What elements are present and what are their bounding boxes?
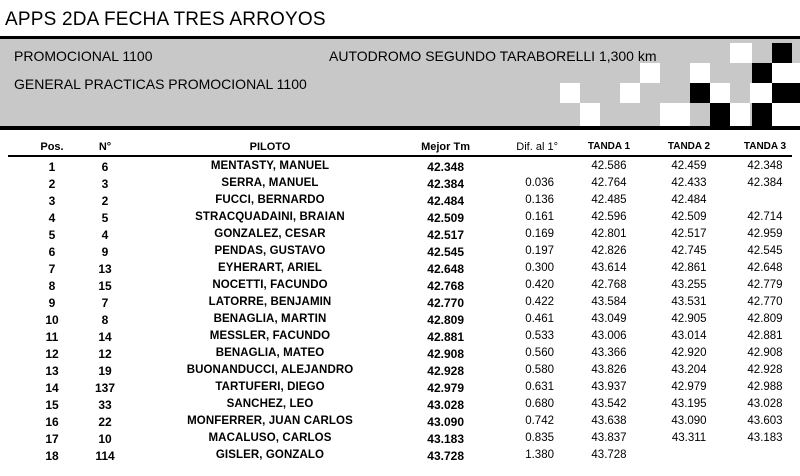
row-position: 17	[45, 432, 59, 446]
row-tanda-2: 42.459	[671, 160, 707, 172]
row-car-number: 9	[101, 245, 109, 259]
row-tanda-2: 43.195	[671, 398, 707, 410]
row-tanda-1: 43.006	[591, 330, 627, 342]
row-best-time: 42.348	[427, 160, 464, 174]
row-tanda-1: 42.586	[591, 160, 627, 172]
row-tanda-3: 42.648	[747, 262, 783, 274]
row-best-time: 42.928	[427, 364, 464, 378]
row-pilot-name: BUONANDUCCI, ALEJANDRO	[186, 364, 354, 376]
session-label: GENERAL PRACTICAS PROMOCIONAL 1100	[14, 76, 307, 92]
row-tanda-3: 42.809	[747, 313, 783, 325]
row-tanda-3: 42.928	[747, 364, 783, 376]
column-header-number: N°	[98, 141, 112, 153]
row-pilot-name: SANCHEZ, LEO	[226, 398, 314, 410]
row-tanda-1: 43.638	[591, 415, 627, 427]
row-position: 1	[48, 160, 56, 174]
row-gap: 0.835	[525, 432, 554, 444]
table-row	[0, 194, 800, 211]
row-gap: 0.742	[525, 415, 554, 427]
row-tanda-2: 42.509	[671, 211, 707, 223]
row-tanda-3: 43.603	[747, 415, 783, 427]
row-best-time: 42.384	[427, 177, 464, 191]
row-pilot-name: BENAGLIA, MARTIN	[213, 313, 327, 325]
row-pilot-name: PENDAS, GUSTAVO	[214, 245, 326, 257]
column-header-tanda-1: TANDA 1	[587, 141, 631, 152]
table-row	[0, 347, 800, 364]
page-title: APPS 2DA FECHA TRES ARROYOS	[5, 9, 326, 30]
table-row	[0, 160, 800, 177]
venue-label: AUTODROMO SEGUNDO TARABORELLI 1,300 km	[329, 48, 657, 64]
row-tanda-1: 43.728	[591, 449, 627, 461]
row-tanda-1: 43.584	[591, 296, 627, 308]
row-tanda-2: 42.979	[671, 381, 707, 393]
row-position: 18	[45, 449, 59, 463]
row-position: 7	[48, 262, 56, 276]
row-tanda-1: 42.801	[591, 228, 627, 240]
row-tanda-2: 43.255	[671, 279, 707, 291]
table-row	[0, 449, 800, 466]
header-divider	[8, 155, 792, 157]
row-pilot-name: NOCETTI, FACUNDO	[212, 279, 328, 291]
row-best-time: 42.484	[427, 194, 464, 208]
row-tanda-3: 43.028	[747, 398, 783, 410]
row-tanda-1: 43.937	[591, 381, 627, 393]
row-car-number: 114	[95, 449, 115, 463]
row-car-number: 137	[94, 381, 116, 395]
row-pilot-name: STRACQUADAINI, BRAIAN	[195, 211, 345, 223]
table-row	[0, 415, 800, 432]
row-car-number: 6	[101, 160, 109, 174]
row-tanda-1: 43.826	[591, 364, 627, 376]
row-position: 10	[45, 313, 59, 327]
row-car-number: 33	[98, 398, 112, 412]
row-tanda-2: 42.920	[671, 347, 707, 359]
row-position: 16	[45, 415, 59, 429]
row-pilot-name: TARTUFERI, DIEGO	[215, 381, 325, 393]
row-tanda-1: 43.366	[591, 347, 627, 359]
row-position: 3	[48, 194, 56, 208]
row-gap: 0.422	[525, 296, 554, 308]
row-best-time: 42.809	[427, 313, 464, 327]
row-tanda-2: 43.311	[671, 432, 707, 444]
row-tanda-3: 42.959	[747, 228, 783, 240]
row-tanda-2: 42.433	[671, 177, 707, 189]
row-position: 5	[48, 228, 56, 242]
row-tanda-2: 43.090	[671, 415, 707, 427]
row-pilot-name: MENTASTY, MANUEL	[210, 160, 330, 172]
row-tanda-1: 43.614	[591, 262, 627, 274]
row-best-time: 43.728	[427, 449, 464, 463]
row-car-number: 10	[98, 432, 112, 446]
event-header	[0, 39, 800, 130]
row-position: 9	[48, 296, 56, 310]
row-best-time: 42.979	[427, 381, 464, 395]
row-best-time: 43.183	[427, 432, 464, 446]
row-tanda-3: 42.779	[747, 279, 783, 291]
row-car-number: 15	[98, 279, 112, 293]
row-tanda-2: 42.517	[671, 228, 707, 240]
row-best-time: 43.028	[427, 398, 464, 412]
category-label: PROMOCIONAL 1100	[14, 48, 153, 64]
table-row	[0, 228, 800, 245]
row-car-number: 12	[98, 347, 112, 361]
row-car-number: 8	[101, 313, 109, 327]
row-position: 8	[48, 279, 56, 293]
row-tanda-1: 42.596	[591, 211, 627, 223]
row-car-number: 5	[101, 211, 109, 225]
table-row	[0, 245, 800, 262]
row-pilot-name: MACALUSO, CARLOS	[208, 432, 332, 444]
row-tanda-2: 43.531	[671, 296, 707, 308]
row-car-number: 14	[98, 330, 112, 344]
row-position: 4	[48, 211, 56, 225]
table-row	[0, 381, 800, 398]
row-tanda-2: 42.745	[671, 245, 707, 257]
table-row	[0, 279, 800, 296]
row-pilot-name: GISLER, GONZALO	[215, 449, 325, 461]
row-position: 14	[45, 381, 59, 395]
row-tanda-2: 42.905	[671, 313, 707, 325]
row-gap: 0.680	[525, 398, 554, 410]
row-car-number: 22	[98, 415, 112, 429]
row-best-time: 42.768	[427, 279, 464, 293]
row-tanda-1: 43.542	[591, 398, 627, 410]
table-row	[0, 432, 800, 449]
row-best-time: 42.517	[427, 228, 464, 242]
row-tanda-3: 42.714	[747, 211, 783, 223]
row-tanda-1: 43.049	[591, 313, 627, 325]
row-position: 12	[45, 347, 59, 361]
title-bar	[0, 0, 800, 39]
row-gap: 0.420	[525, 279, 554, 291]
row-gap: 1.380	[525, 449, 554, 461]
row-tanda-1: 42.768	[591, 279, 627, 291]
row-tanda-3: 42.770	[747, 296, 783, 308]
row-pilot-name: MESSLER, FACUNDO	[209, 330, 331, 342]
row-pilot-name: EYHERART, ARIEL	[218, 262, 322, 274]
row-pilot-name: BENAGLIA, MATEO	[215, 347, 325, 359]
row-best-time: 42.648	[427, 262, 464, 276]
row-tanda-3: 42.348	[747, 160, 783, 172]
row-car-number: 3	[101, 177, 109, 191]
row-car-number: 2	[101, 194, 109, 208]
row-tanda-1: 42.764	[591, 177, 627, 189]
row-gap: 0.560	[525, 347, 554, 359]
row-tanda-3: 42.545	[747, 245, 783, 257]
row-tanda-3: 42.908	[747, 347, 783, 359]
column-header-pilot: PILOTO	[249, 141, 291, 153]
row-gap: 0.197	[525, 245, 554, 257]
column-header-best-time: Mejor Tm	[421, 141, 470, 153]
row-best-time: 42.770	[427, 296, 464, 310]
table-row	[0, 398, 800, 415]
column-header-tanda-3: TANDA 3	[743, 141, 787, 152]
table-row	[0, 177, 800, 194]
row-tanda-2: 42.861	[671, 262, 707, 274]
row-pilot-name: FUCCI, BERNARDO	[215, 194, 325, 206]
row-pilot-name: SERRA, MANUEL	[221, 177, 319, 189]
row-tanda-1: 42.826	[591, 245, 627, 257]
row-tanda-3: 42.384	[747, 177, 783, 189]
row-best-time: 42.908	[427, 347, 464, 361]
row-car-number: 13	[98, 262, 112, 276]
row-pilot-name: GONZALEZ, CESAR	[214, 228, 326, 240]
row-tanda-2: 43.014	[671, 330, 707, 342]
column-header-gap: Dif. al 1°	[516, 141, 558, 153]
table-row	[0, 296, 800, 313]
row-gap: 0.036	[525, 177, 554, 189]
row-position: 11	[45, 330, 59, 344]
row-tanda-1: 43.837	[591, 432, 627, 444]
row-gap: 0.300	[525, 262, 554, 274]
row-car-number: 7	[101, 296, 109, 310]
table-row	[0, 364, 800, 381]
row-best-time: 42.545	[427, 245, 464, 259]
row-best-time: 43.090	[427, 415, 464, 429]
row-tanda-1: 42.485	[591, 194, 627, 206]
row-gap: 0.136	[525, 194, 554, 206]
row-gap: 0.169	[525, 228, 554, 240]
row-tanda-3: 42.988	[747, 381, 783, 393]
row-tanda-2: 42.484	[671, 194, 707, 206]
row-tanda-2: 43.204	[671, 364, 707, 376]
table-row	[0, 313, 800, 330]
row-pilot-name: MONFERRER, JUAN CARLOS	[187, 415, 353, 427]
row-position: 6	[48, 245, 56, 259]
row-car-number: 19	[98, 364, 112, 378]
row-best-time: 42.881	[427, 330, 464, 344]
row-position: 15	[45, 398, 59, 412]
row-best-time: 42.509	[427, 211, 464, 225]
row-tanda-3: 43.183	[747, 432, 783, 444]
row-gap: 0.461	[525, 313, 554, 325]
row-gap: 0.533	[525, 330, 554, 342]
row-position: 2	[48, 177, 56, 191]
row-gap: 0.631	[525, 381, 554, 393]
row-tanda-3: 42.881	[747, 330, 783, 342]
row-gap: 0.161	[525, 211, 554, 223]
row-pilot-name: LATORRE, BENJAMIN	[208, 296, 332, 308]
row-position: 13	[45, 364, 59, 378]
table-row	[0, 262, 800, 279]
row-car-number: 4	[101, 228, 109, 242]
row-gap: 0.580	[525, 364, 554, 376]
table-row	[0, 330, 800, 347]
table-row	[0, 211, 800, 228]
column-header-tanda-2: TANDA 2	[667, 141, 711, 152]
column-header-pos: Pos.	[40, 141, 64, 153]
